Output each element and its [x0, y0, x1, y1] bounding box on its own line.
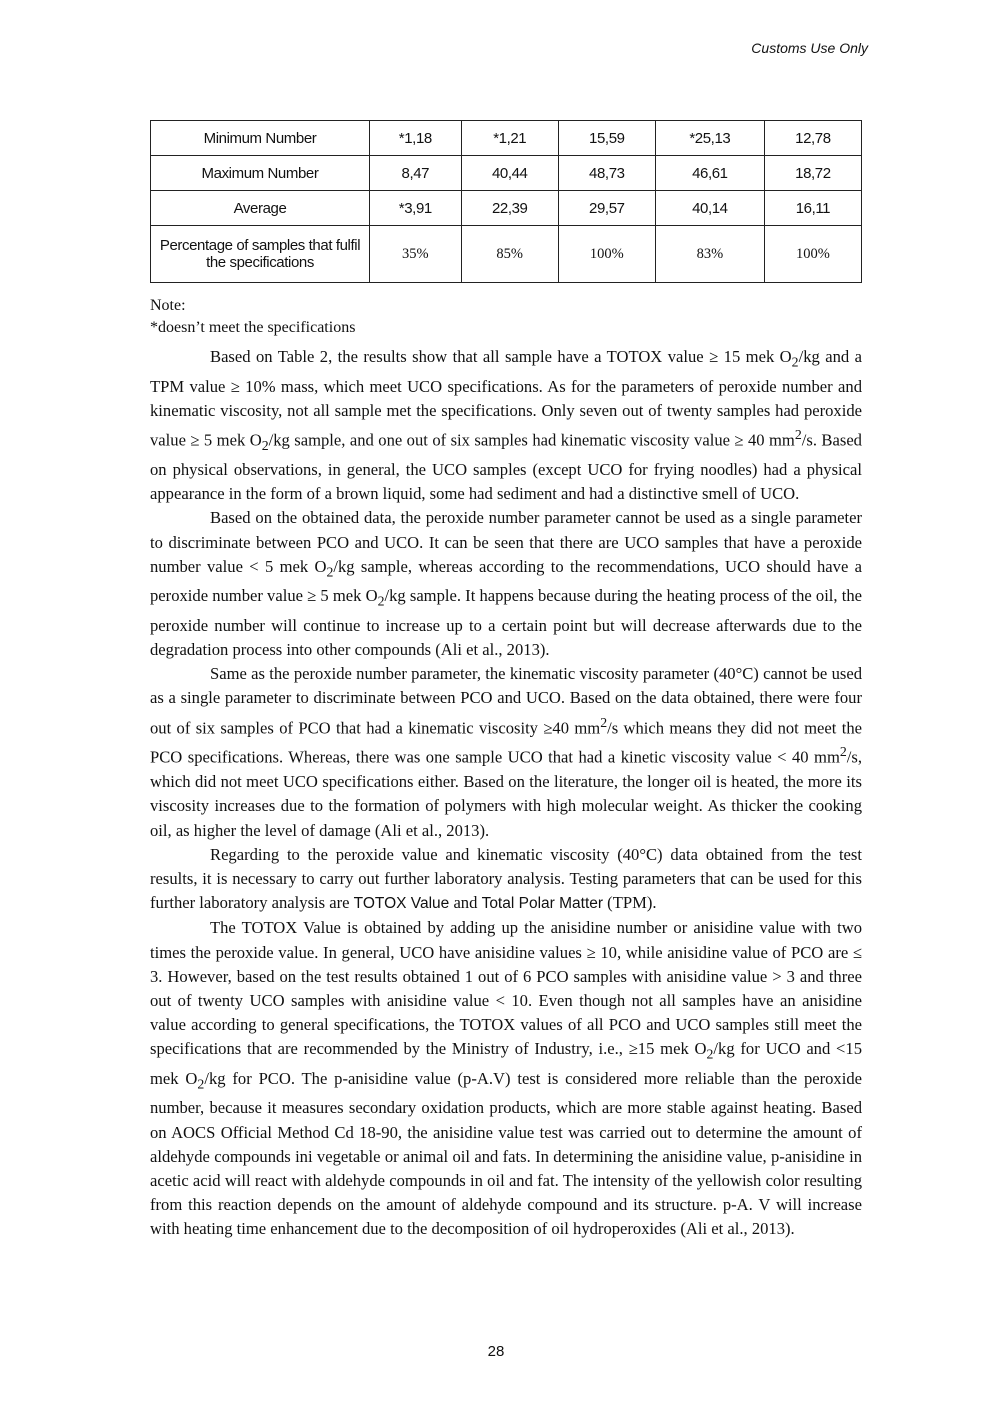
note-title: Note: — [150, 297, 186, 314]
text-run: Regarding to the peroxide value and kinematic viscosity (40°C) data obtained from the test results, it is necessary to carry out further laboratory analysis. Testing parameters that can be used for this further laboratory analysis are — [150, 844, 862, 913]
table-cell: 48,73 — [558, 156, 655, 191]
body-text — [150, 345, 862, 1242]
subscript: 2 — [377, 593, 385, 609]
table-cell: 35% — [370, 226, 462, 283]
text-run: /s. Based on physical observations, in general, the UCO samples (except UCO for frying noodles) had a physical appearance in the form of a brown liquid, some had sediment and had a distinctive smell of UCO. — [150, 430, 862, 504]
term-totox: TOTOX Value — [353, 895, 450, 913]
table-cell: *25,13 — [655, 121, 764, 156]
row-label: Average — [151, 191, 370, 226]
subscript: 2 — [197, 1076, 205, 1092]
table-cell: *1,21 — [461, 121, 558, 156]
table-cell: 85% — [461, 226, 558, 283]
table-cell: 29,57 — [558, 191, 655, 226]
table-cell: *3,91 — [370, 191, 462, 226]
subscript: 2 — [706, 1046, 714, 1062]
text-run: /s which means they did not meet the PCO specifications. Whereas, there was one sample UCO that had a kinetic viscosity value < 40 mm — [150, 718, 862, 767]
table-row — [151, 191, 862, 226]
table-cell: 46,61 — [655, 156, 764, 191]
table-row — [151, 121, 862, 156]
superscript: 2 — [839, 744, 847, 760]
subscript: 2 — [326, 564, 334, 580]
table-cell: 15,59 — [558, 121, 655, 156]
table-cell: 40,44 — [461, 156, 558, 191]
row-label: Maximum Number — [151, 156, 370, 191]
paragraph — [150, 916, 862, 1241]
text-run: /kg sample, and one out of six samples had kinematic viscosity value ≥ 40 mm — [268, 430, 795, 450]
row-label: Percentage of samples that fulfil the specifications — [151, 226, 370, 283]
text-run: Based on Table 2, the results show that all sample have a TOTOX value ≥ 15 mek O — [210, 347, 792, 366]
text-run: /kg for UCO and <15 mek O — [150, 1039, 862, 1088]
table-cell: *1,18 — [370, 121, 462, 156]
superscript: 2 — [600, 714, 608, 730]
table-cell: 18,72 — [764, 156, 861, 191]
table-cell: 40,14 — [655, 191, 764, 226]
paragraph — [150, 345, 862, 506]
table-cell: 16,11 — [764, 191, 861, 226]
superscript: 2 — [794, 426, 802, 442]
table-cell: 22,39 — [461, 191, 558, 226]
row-label: Minimum Number — [151, 121, 370, 156]
text-run: (TPM). — [603, 893, 657, 913]
text-run: and — [449, 893, 482, 913]
text-run: Same as the peroxide number parameter, the kinematic viscosity parameter (40°C) cannot be used as a single parameter to discriminate between PCO and UCO. Based on the data obtained, there were four out of six samples of PCO that had a kinematic viscosity ≥40 mm — [150, 664, 862, 738]
text-run: /kg sample, whereas according to the recommendations, UCO should have a peroxide number value ≥ 5 mek O — [150, 556, 863, 606]
subscript: 2 — [791, 354, 799, 370]
text-run: /kg sample. It happens because during the heating process of the oil, the peroxide number will continue to increase up to a certain point but will decrease afterwards due to the degradation process into other compounds (Ali et al., 2013). — [150, 586, 862, 660]
note-text: *doesn’t meet the specifications — [150, 319, 356, 336]
text-run: /kg for PCO. The p-anisidine value (p-A.V) test is considered more reliable than the peroxide number, because it measures secondary oxidation products, which are more stable against heating. Based on AOCS Official Method Cd 18-90, the anisidine value test was carried out to determine the amount of aldehyde compounds ini vegetable or animal oil and fats. In determining the anisidine value, p-anisidine in acetic acid will react with aldehyde compounds in oil and fat. The intensity of the yellowish color resulting from this reaction depends on the amount of aldehyde compound and its structure. p-A. V will increase with heating time enhancement due to the decomposition of oil hydroperoxides (Ali et al., 2013). — [150, 1068, 862, 1239]
table-cell: 100% — [764, 226, 861, 283]
table-cell: 83% — [655, 226, 764, 283]
page-header: Customs Use Only — [751, 40, 868, 56]
text-run: Based on the obtained data, the peroxide number parameter cannot be used as a single parameter to discriminate between PCO and UCO. It can be seen that there are UCO samples that have a peroxide number value < 5 mek O — [150, 508, 862, 576]
text-run: /kg and a TPM value ≥ 10% mass, which meet UCO specifications. As for the parameters of peroxide number and kinematic viscosity, not all sample met the specifications. Only seven out of twenty samples had peroxide value ≥ 5 mek O — [150, 347, 862, 450]
table-note — [150, 295, 355, 339]
text-run: /s, which did not meet UCO specifications either. Based on the literature, the longer oil is heated, the more its viscosity increases due to the formation of polymers with high molecular weight. As thicker the cooking oil, as higher the level of damage (Ali et al., 2013). — [150, 747, 862, 840]
paragraph — [150, 662, 862, 842]
results-table — [150, 120, 862, 283]
page-number: 28 — [487, 1343, 505, 1360]
paragraph — [150, 843, 862, 917]
table-cell: 100% — [558, 226, 655, 283]
text-run: The TOTOX Value is obtained by adding up the anisidine number or anisidine value with two times the peroxide value. In general, UCO have anisidine values ≥ 10, while anisidine value of PCO are ≤ 3. However, based on the test results obtained 1 out of 6 PCO samples with anisidine value > 3 and three out of twenty UCO samples with anisidine value < 10. Even though not all samples have an anisidine value according to general specifications, the TOTOX values of all PCO and UCO samples still meet the specifications that are recommended by the Ministry of Industry, i.e., ≥15 mek O — [150, 918, 862, 1059]
paragraph — [150, 506, 862, 662]
table-cell: 12,78 — [764, 121, 861, 156]
term-tpm: Total Polar Matter — [481, 895, 604, 913]
table-row — [151, 156, 862, 191]
table-row — [151, 226, 862, 283]
table-cell: 8,47 — [370, 156, 462, 191]
subscript: 2 — [261, 437, 269, 453]
